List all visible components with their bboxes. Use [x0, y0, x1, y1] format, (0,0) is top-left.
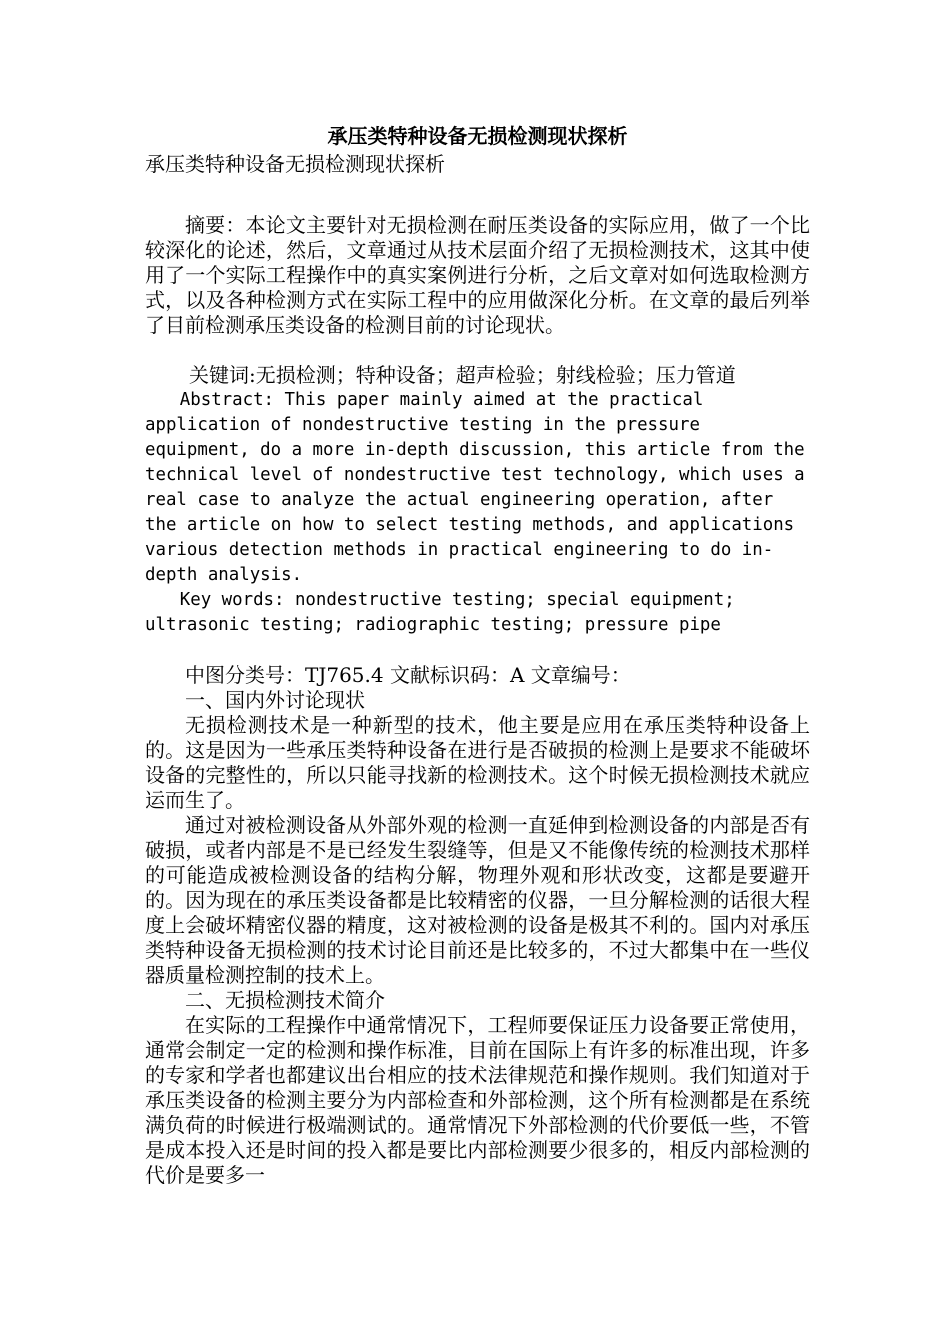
section2-heading: 二、无损检测技术简介: [185, 988, 385, 1012]
keywords-en: Key words: nondestructive testing; special equipment; ultrasonic testing; radiographic testing; pressure pipe: [145, 590, 735, 635]
abstract-en: Abstract: This paper mainly aimed at the practical application of nondestructive testing in the pressure equipment, do a more in-depth discussion, this article from the technical level of nondestructive test technology, which uses a real case to analyze the actual engineering operation, after the article on how to select testing methods, and applications various detection methods in practical engineering to do in-depth analysis.: [145, 390, 805, 585]
document-title: 承压类特种设备无损检测现状探析: [327, 124, 628, 148]
section1-paragraph-2: 通过对被检测设备从外部外观的检测一直延伸到检测设备的内部是否有破损，或者内部是不是已经发生裂缝等，但是又不能像传统的检测技术那样的可能造成被检测设备的结构分解，物理外观和形状改变，这都是要避开的。因为现在的承压类设备都是比较精密的仪器，一旦分解检测的话很大程度上会破坏精密仪器的精度，这对被检测的设备是极其不利的。国内对承压类特种设备无损检测的技术讨论目前还是比较多的，不过大都集中在一些仪器质量检测控制的技术上。: [145, 813, 810, 987]
document-subtitle: 承压类特种设备无损检测现状探析: [145, 152, 445, 176]
section1-heading: 一、国内外讨论现状: [185, 688, 365, 712]
spacer: [145, 338, 810, 363]
document-page: [145, 120, 810, 1188]
classification-line: 中图分类号：TJ765.4 文献标识码：A 文章编号：: [185, 663, 631, 687]
section2-paragraph-1: 在实际的工程操作中通常情况下，工程师要保证压力设备要正常使用，通常会制定一定的检测和操作标准，目前在国际上有许多的标准出现，许多的专家和学者也都建议出台相应的技术法律规范和操作规则。我们知道对于承压类设备的检测主要分为内部检查和外部检测，这个所有检测都是在系统满负荷的时候进行极端测试的。通常情况下外部检测的代价要低一些，不管是成本投入还是时间的投入都是要比内部检测要少很多的，相反内部检测的代价是要多一: [145, 1013, 810, 1187]
keywords-cn: 关键词:无损检测；特种设备；超声检验；射线检验；压力管道: [189, 363, 736, 387]
section1-paragraph-1: 无损检测技术是一种新型的技术，他主要是应用在承压类特种设备上的。这是因为一些承压类特种设备在进行是否破损的检测上是要求不能破坏设备的完整性的，所以只能寻找新的检测技术。这个时候无损检测技术就应运而生了。: [145, 713, 810, 812]
abstract-cn: 摘要：本论文主要针对无损检测在耐压类设备的实际应用，做了一个比较深化的论述，然后，文章通过从技术层面介绍了无损检测技术，这其中使用了一个实际工程操作中的真实案例进行分析，之后文章对如何选取检测方式，以及各种检测方式在实际工程中的应用做深化分析。在文章的最后列举了目前检测承压类设备的检测目前的讨论现状。: [145, 213, 810, 337]
spacer: [145, 638, 810, 663]
spacer: [145, 177, 810, 213]
